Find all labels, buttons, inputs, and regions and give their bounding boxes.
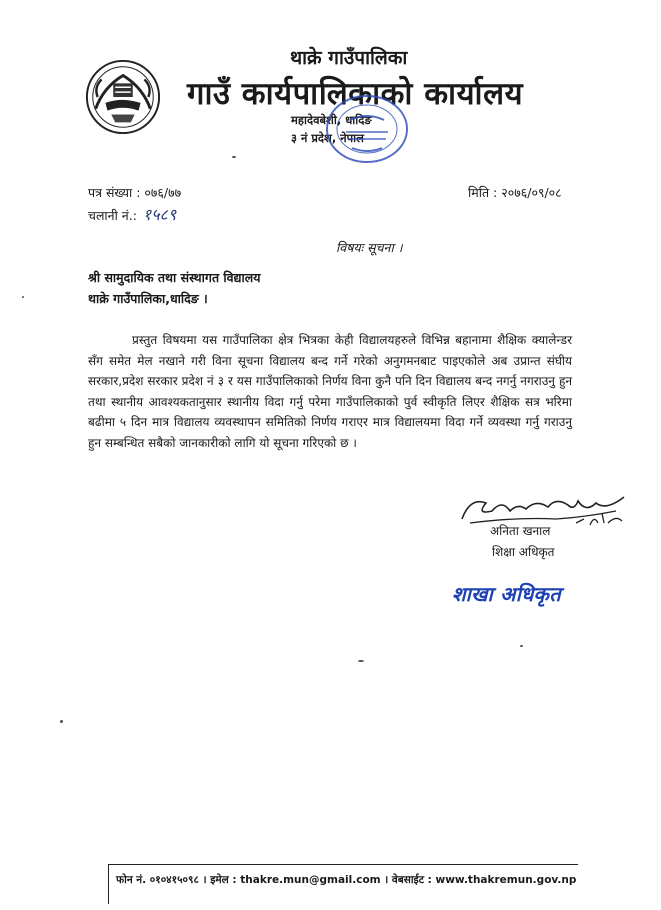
- dispatch-number-row: [88, 203, 176, 225]
- office-title: गाउँ कार्यपालिकाको कार्यालय: [187, 76, 524, 112]
- office-location: महादेवबेशी, धादिङ: [291, 113, 372, 127]
- recipient-line-2: थाक्रे गाउँपालिका,धादिङ ।: [88, 291, 208, 306]
- scan-speck: [232, 156, 236, 158]
- letter-body: प्रस्तुत विषयमा यस गाउँपालिका क्षेत्र भित्रका केही विद्यालयहरुले विभिन्न बहानामा शैक्षिक क्यालेन्डर सँग समेत मेल नखाने गरी विना सूचना विद्यालय बन्द गर्ने गरेको अनुगमनबाट पाइएकोले अब उप्रान्त संघीय सरकार,प्रदेश सरकार प्रदेश नं ३ र यस गाउँपालिकाको निर्णय विना कुनै पनि दिन विद्यालय बन्द नगर्नु नगराउनु हुन तथा स्थानीय आवश्यकतानुसार स्थानीय विदा गर्नु परेमा गाउँपालिकाको पुर्व स्वीकृति लिएर शैक्षिक सत्र भरिमा बढीमा ५ दिन मात्र विद्यालय व्यवस्थापन समितिको निर्णय गराएर मात्र विद्यालयमा विदा गर्ने व्यवस्था गर्नु गराउनु हुन सम्बन्धित सबैको जानकारीको लागि यो सूचना गरिएको छ ।: [88, 333, 572, 450]
- signatory-title: शिक्षा अधिकृत: [492, 545, 555, 559]
- dispatch-label: चलानी नं.:: [88, 208, 137, 223]
- office-province: ३ नं प्रदेश, नेपाल: [291, 131, 364, 145]
- section-officer-stamp: शाखा अधिकृत: [452, 582, 561, 606]
- scan-speck: [358, 660, 364, 662]
- office-seal-stamp: [322, 92, 412, 166]
- footer-contact: फोन नं. ०१०४१५०९८ । इमेल : thakre.mun@gmail.com । वेबसाईट : www.thakremun.gov.np: [116, 874, 577, 886]
- signatory-name: अनिता खनाल: [490, 524, 551, 538]
- letter-subject: विषयः सूचना ।: [336, 240, 403, 255]
- scan-speck: [22, 296, 24, 298]
- scan-speck: [520, 645, 523, 647]
- letter-date: मिति : २०७६/०९/०८: [468, 185, 562, 200]
- footer-left-rule: [108, 864, 109, 904]
- reference-number: पत्र संख्या : ०७६/७७: [88, 185, 182, 200]
- nepal-emblem-logo: [84, 58, 162, 136]
- dispatch-number: १५८९: [142, 205, 177, 224]
- scan-speck: [60, 720, 63, 723]
- municipality-name: थाक्रे गाउँपालिका: [290, 47, 408, 69]
- recipient-line-1: श्री सामुदायिक तथा संस्थागत विद्यालय: [88, 270, 261, 285]
- footer-divider: [108, 864, 578, 865]
